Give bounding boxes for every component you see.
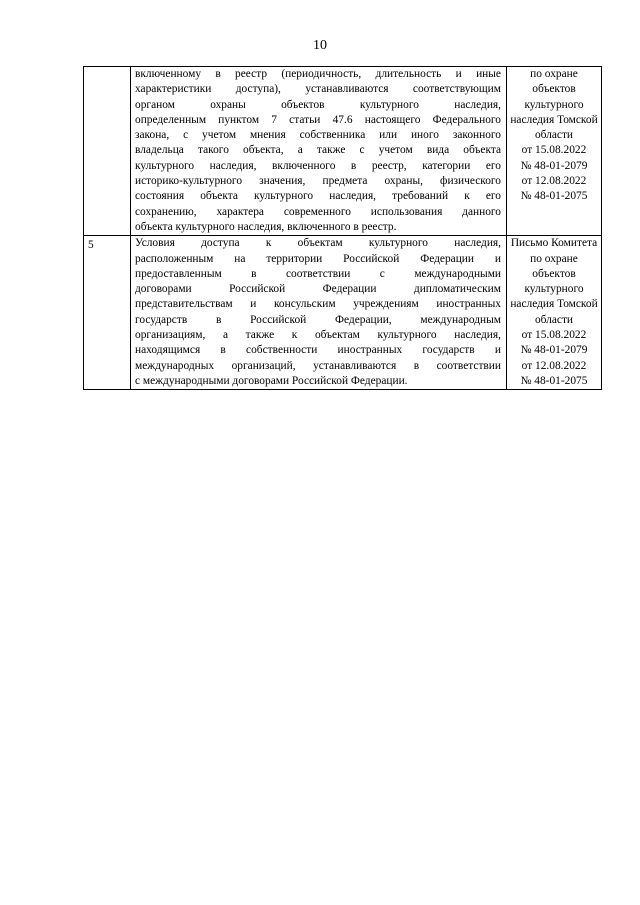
source-line: от 15.08.2022: [521, 144, 587, 157]
source-line: № 48-01-2075: [520, 190, 588, 203]
document-table: [83, 66, 602, 390]
source-line: № 48-01-2079: [520, 344, 588, 357]
text-line: с международными договорами Российской Федерации.: [135, 374, 408, 387]
source-line: от 15.08.2022: [521, 329, 587, 342]
source-line: области: [534, 129, 574, 142]
source-line: от 12.08.2022: [521, 359, 587, 372]
table-row: [84, 67, 602, 236]
row-number-cell: 5: [84, 236, 131, 390]
source-cell: [507, 236, 602, 390]
text-line: Условия доступа к объектам культурного наследия,: [135, 237, 501, 250]
source-line: от 12.08.2022: [521, 175, 587, 188]
text-line: расположенным на территории Российской Федерации и: [135, 252, 501, 265]
source-line: № 48-01-2075: [520, 374, 588, 387]
text-line: культурного наследия, включенного в реестр, категории его: [135, 159, 501, 172]
source-line: по охране: [530, 252, 578, 265]
source-line: объектов: [532, 83, 576, 96]
source-line: области: [534, 313, 574, 326]
source-line: объектов: [532, 267, 576, 280]
text-line: представительствам и консульским учреждениям иностранных: [135, 298, 501, 311]
text-line: состояния объекта культурного наследия, требований к его: [135, 190, 501, 203]
description-cell: [131, 67, 507, 236]
source-line: № 48-01-2079: [520, 159, 588, 172]
text-line: закона, с учетом мнения собственника или иного законного: [135, 129, 501, 142]
text-line: сохранению, характера современного использования данного: [135, 205, 501, 218]
source-line: культурного: [524, 98, 584, 111]
page-number: 10: [313, 38, 327, 53]
text-line: договорами Российской Федерации дипломатическим: [135, 283, 501, 296]
text-line: историко-культурного значения, предмета охраны, физического: [135, 175, 501, 188]
source-line: наследия Томской: [510, 113, 598, 126]
source-line: наследия Томской: [510, 298, 598, 311]
text-line: объекта культурного наследия, включенного в реестр.: [135, 220, 397, 233]
text-line: организациям, а также к объектам культурного наследия,: [135, 329, 501, 342]
row-number-cell: [84, 67, 131, 236]
text-line: владельца такого объекта, а также с учетом вида объекта: [135, 144, 501, 157]
description-cell: [131, 236, 507, 390]
text-line: характеристики доступа), устанавливаются соответствующим: [135, 83, 501, 96]
text-line: включенному в реестр (периодичность, длительность и иные: [135, 68, 501, 80]
text-line: органом охраны объектов культурного наследия,: [135, 98, 501, 111]
text-line: международных организаций, устанавливаются в соответствии: [135, 359, 501, 372]
table-row: [84, 236, 602, 390]
text-line: находящимся в собственности иностранных государств и: [135, 344, 501, 357]
source-line: Письмо Комитета: [510, 237, 598, 250]
source-line: культурного: [524, 283, 584, 296]
source-cell: [507, 67, 602, 236]
source-line: по охране: [530, 68, 578, 80]
text-line: предоставленным в соответствии с международными: [135, 267, 501, 280]
text-line: государств в Российской Федерации, международным: [135, 313, 501, 326]
text-line: определенным пунктом 7 статьи 47.6 настоящего Федерального: [135, 113, 501, 126]
